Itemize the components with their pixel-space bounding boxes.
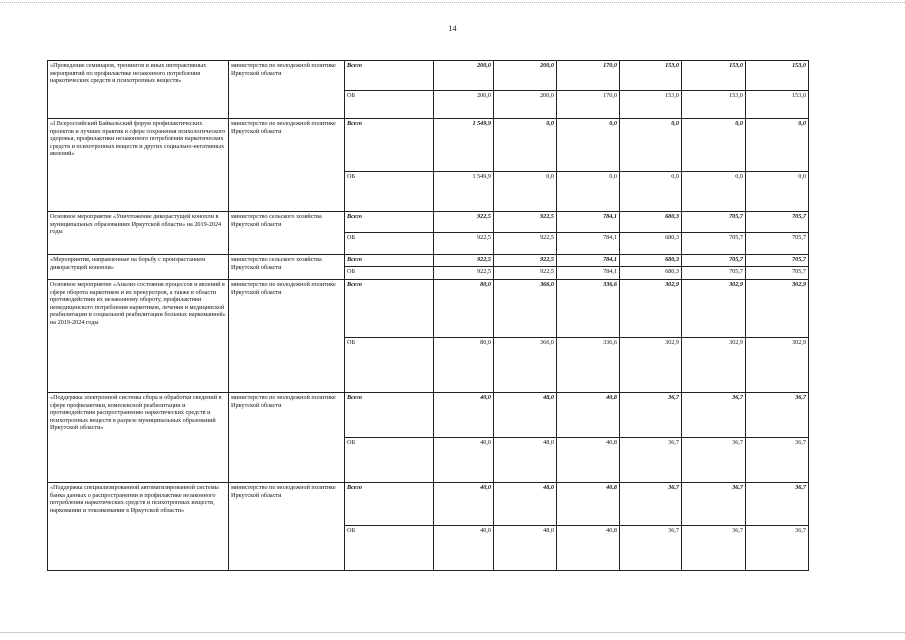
total-value-cell: 36,7: [620, 393, 682, 438]
activity-name-cell: «Проведение семинаров, тренингов и иных интерактивных мероприятий по профилактике незаконного потребления наркотических средств и психотропных веществ»: [48, 61, 229, 119]
ob-value-cell: 0,0: [494, 172, 557, 212]
ob-value-cell: 1 549,9: [434, 172, 494, 212]
total-value-cell: 784,1: [557, 255, 620, 267]
table-row: [48, 393, 809, 438]
ob-value-cell: 153,0: [620, 91, 682, 119]
source-ob-cell: ОБ: [345, 267, 434, 280]
ob-value-cell: 40,8: [557, 526, 620, 571]
ob-value-cell: 680,3: [620, 267, 682, 280]
page-bottom-edge: [0, 632, 905, 633]
total-value-cell: 153,0: [746, 61, 809, 91]
scan-header-noise: [0, 2, 905, 9]
total-value-cell: 0,0: [620, 119, 682, 172]
executor-cell: министерство по молодежной политике Иркутской области: [229, 483, 345, 571]
ob-value-cell: 36,7: [620, 438, 682, 483]
table-row: [48, 212, 809, 233]
source-total-cell: Всего: [345, 119, 434, 172]
ob-value-cell: 170,0: [557, 91, 620, 119]
source-ob-cell: ОБ: [345, 526, 434, 571]
activity-name-cell: «Мероприятия, направленные на борьбу с произрастанием дикорастущей конопли»: [48, 255, 229, 280]
total-value-cell: 36,7: [746, 393, 809, 438]
total-value-cell: 200,0: [434, 61, 494, 91]
total-value-cell: 922,5: [494, 212, 557, 233]
executor-cell: министерство по молодежной политике Иркутской области: [229, 393, 345, 483]
ob-value-cell: 40,8: [557, 438, 620, 483]
ob-value-cell: 784,1: [557, 267, 620, 280]
total-value-cell: 0,0: [746, 119, 809, 172]
ob-value-cell: 0,0: [557, 172, 620, 212]
ob-value-cell: 922,5: [434, 267, 494, 280]
ob-value-cell: 200,0: [494, 91, 557, 119]
ob-value-cell: 705,7: [746, 233, 809, 255]
ob-value-cell: 36,7: [746, 438, 809, 483]
total-value-cell: 302,9: [682, 280, 746, 338]
total-value-cell: 36,7: [682, 483, 746, 526]
source-total-cell: Всего: [345, 483, 434, 526]
source-total-cell: Всего: [345, 61, 434, 91]
total-value-cell: 40,0: [434, 483, 494, 526]
ob-value-cell: 200,0: [434, 91, 494, 119]
source-total-cell: Всего: [345, 212, 434, 233]
total-value-cell: 40,0: [434, 393, 494, 438]
table-body: [48, 61, 809, 571]
total-value-cell: 680,3: [620, 212, 682, 233]
total-value-cell: 680,3: [620, 255, 682, 267]
ob-value-cell: 705,7: [682, 267, 746, 280]
source-ob-cell: ОБ: [345, 233, 434, 255]
ob-value-cell: 40,0: [434, 526, 494, 571]
table-row: [48, 119, 809, 172]
source-total-cell: Всего: [345, 393, 434, 438]
ob-value-cell: 0,0: [746, 172, 809, 212]
total-value-cell: 48,0: [494, 393, 557, 438]
executor-cell: министерство по молодежной политике Иркутской области: [229, 119, 345, 212]
source-total-cell: Всего: [345, 280, 434, 338]
ob-value-cell: 336,6: [557, 338, 620, 393]
activity-name-cell: Основное мероприятие «Уничтожение дикорастущей конопли в муниципальных образованиях Иркутской области» на 2019-2024 годы: [48, 212, 229, 255]
ob-value-cell: 922,5: [494, 267, 557, 280]
total-value-cell: 302,9: [746, 280, 809, 338]
total-value-cell: 705,7: [746, 255, 809, 267]
executor-cell: министерство сельского хозяйства Иркутской области: [229, 255, 345, 280]
ob-value-cell: 922,5: [494, 233, 557, 255]
table-row: [48, 483, 809, 526]
total-value-cell: 922,5: [434, 255, 494, 267]
total-value-cell: 336,6: [557, 280, 620, 338]
ob-value-cell: 40,0: [434, 438, 494, 483]
total-value-cell: 784,1: [557, 212, 620, 233]
activity-name-cell: «I Всероссийский Байкальский форум профилактических проектов и лучших практик в сфере сохранения психологического здоровья, профилактики незаконного потребления наркотических средств и психотропных веществ и других социально-негативных явлений»: [48, 119, 229, 212]
total-value-cell: 705,7: [682, 212, 746, 233]
total-value-cell: 705,7: [682, 255, 746, 267]
total-value-cell: 153,0: [682, 61, 746, 91]
total-value-cell: 0,0: [494, 119, 557, 172]
total-value-cell: 36,7: [682, 393, 746, 438]
total-value-cell: 1 549,9: [434, 119, 494, 172]
total-value-cell: 48,0: [494, 483, 557, 526]
total-value-cell: 0,0: [557, 119, 620, 172]
budget-table: [47, 60, 809, 571]
activity-name-cell: «Поддержка электронной системы сбора и обработки сведений в сфере профилактики, комплексной реабилитации и противодействия распространению наркотических средств и психотропных веществ в разрезе муниципальных образований Иркутской области»: [48, 393, 229, 483]
source-ob-cell: ОБ: [345, 438, 434, 483]
ob-value-cell: 153,0: [682, 91, 746, 119]
total-value-cell: 922,5: [434, 212, 494, 233]
ob-value-cell: 153,0: [746, 91, 809, 119]
ob-value-cell: 36,7: [682, 438, 746, 483]
ob-value-cell: 784,1: [557, 233, 620, 255]
total-value-cell: 0,0: [682, 119, 746, 172]
ob-value-cell: 0,0: [682, 172, 746, 212]
activity-name-cell: Основное мероприятие «Анализ состояния процессов и явлений в сфере оборота наркотиков и их прекурсоров, а также в области противодействия их незаконному обороту, профилактики немедицинского потребления наркотиков, лечения и медицинской реабилитации и социальной реабилитации больных наркоманией» на 2019-2024 годы: [48, 280, 229, 393]
total-value-cell: 80,0: [434, 280, 494, 338]
table-row: [48, 255, 809, 267]
total-value-cell: 40,8: [557, 393, 620, 438]
total-value-cell: 922,5: [494, 255, 557, 267]
total-value-cell: 40,8: [557, 483, 620, 526]
ob-value-cell: 36,7: [620, 526, 682, 571]
total-value-cell: 153,0: [620, 61, 682, 91]
activity-name-cell: «Поддержка специализированной автоматизированной системы банка данных о распространении и профилактике незаконного потребления наркотических средств и психотропных веществ, наркомании и токсикомании в Иркутской области»: [48, 483, 229, 571]
ob-value-cell: 48,0: [494, 438, 557, 483]
source-ob-cell: ОБ: [345, 172, 434, 212]
total-value-cell: 36,7: [620, 483, 682, 526]
table-row: [48, 61, 809, 91]
executor-cell: министерство сельского хозяйства Иркутской области: [229, 212, 345, 255]
executor-cell: министерство по молодежной политике Иркутской области: [229, 61, 345, 119]
ob-value-cell: 366,0: [494, 338, 557, 393]
table-row: [48, 280, 809, 338]
ob-value-cell: 680,3: [620, 233, 682, 255]
total-value-cell: 302,9: [620, 280, 682, 338]
ob-value-cell: 36,7: [746, 526, 809, 571]
source-ob-cell: ОБ: [345, 338, 434, 393]
total-value-cell: 705,7: [746, 212, 809, 233]
ob-value-cell: 80,0: [434, 338, 494, 393]
page-number: 14: [448, 24, 457, 33]
source-total-cell: Всего: [345, 255, 434, 267]
ob-value-cell: 705,7: [746, 267, 809, 280]
ob-value-cell: 48,0: [494, 526, 557, 571]
executor-cell: министерство по молодежной политике Иркутской области: [229, 280, 345, 393]
ob-value-cell: 302,9: [620, 338, 682, 393]
ob-value-cell: 302,9: [746, 338, 809, 393]
total-value-cell: 36,7: [746, 483, 809, 526]
total-value-cell: 366,0: [494, 280, 557, 338]
ob-value-cell: 0,0: [620, 172, 682, 212]
total-value-cell: 200,0: [494, 61, 557, 91]
source-ob-cell: ОБ: [345, 91, 434, 119]
ob-value-cell: 705,7: [682, 233, 746, 255]
ob-value-cell: 36,7: [682, 526, 746, 571]
ob-value-cell: 302,9: [682, 338, 746, 393]
ob-value-cell: 922,5: [434, 233, 494, 255]
total-value-cell: 170,0: [557, 61, 620, 91]
